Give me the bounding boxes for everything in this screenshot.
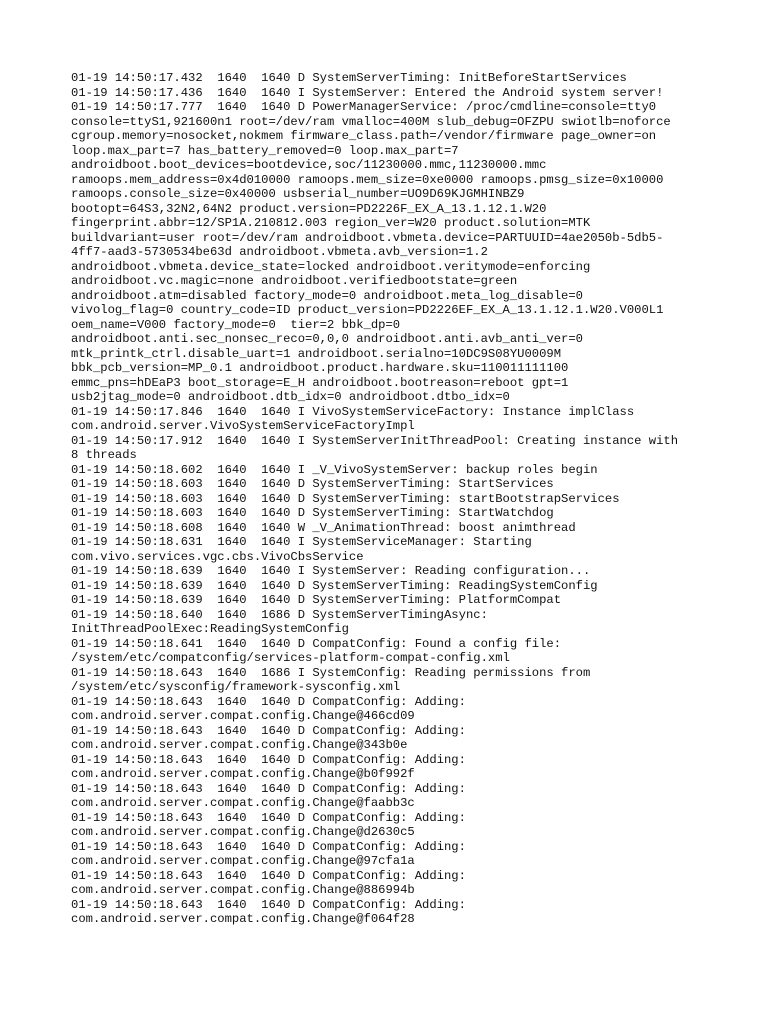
- log-line: 01-19 14:50:18.639 1640 1640 D SystemServerTiming: PlatformCompat: [71, 593, 562, 607]
- log-line: /system/etc/sysconfig/framework-sysconfig.xml: [71, 680, 401, 694]
- log-line: loop.max_part=7 has_battery_removed=0 loop.max_part=7: [71, 143, 459, 158]
- log-line: com.vivo.services.vgc.cbs.VivoCbsService: [71, 549, 364, 564]
- log-line: 01-19 14:50:17.432 1640 1640 D SystemServerTiming: InitBeforeStartServices: [71, 71, 627, 85]
- log-line: com.android.server.compat.config.Change@343b0e: [71, 738, 408, 752]
- log-line: 01-19 14:50:18.608 1640 1640 W _V_AnimationThread: boost animthread: [71, 520, 576, 535]
- log-line: 01-19 14:50:18.643 1640 1640 D CompatConfig: Adding:: [71, 752, 466, 767]
- log-line: buildvariant=user root=/dev/ram androidboot.vbmeta.device=PARTUUID=4ae2050b-5db5-: [71, 230, 664, 245]
- log-line: 01-19 14:50:18.641 1640 1640 D CompatConfig: Found a config file:: [71, 636, 562, 651]
- log-line: 01-19 14:50:18.603 1640 1640 D SystemServerTiming: startBootstrapServices: [71, 491, 620, 506]
- log-line: 01-19 14:50:18.643 1640 1640 D CompatConfig: Adding:: [71, 868, 466, 883]
- log-line: 01-19 14:50:18.643 1640 1640 D CompatConfig: Adding:: [71, 839, 466, 854]
- log-line: com.android.server.compat.config.Change@97cfa1a: [71, 854, 415, 868]
- log-line: ramoops.mem_address=0x4d010000 ramoops.mem_size=0xe0000 ramoops.pmsg_size=0x10000: [71, 172, 664, 187]
- log-line: 4ff7-aad3-5730534be63d androidboot.vbmeta.avb_version=1.2: [71, 245, 488, 259]
- log-line: usb2jtag_mode=0 androidboot.dtb_idx=0 androidboot.dtbo_idx=0: [71, 390, 510, 404]
- log-document: [71, 71, 711, 927]
- log-line: mtk_printk_ctrl.disable_uart=1 androidboot.serialno=10DC9S08YU0009M: [71, 346, 562, 361]
- log-line: fingerprint.abbr=12/SP1A.210812.003 region_ver=W20 product.solution=MTK: [71, 216, 591, 230]
- log-line: oem_name=V000 factory_mode=0 tier=2 bbk_dp=0: [71, 317, 401, 332]
- log-line: com.android.server.compat.config.Change@f064f28: [71, 912, 415, 926]
- log-line: androidboot.anti.sec_nonsec_reco=0,0,0 androidboot.anti.avb_anti_ver=0: [71, 332, 583, 346]
- log-line: 01-19 14:50:18.603 1640 1640 D SystemServerTiming: StartWatchdog: [71, 506, 554, 520]
- log-line: androidboot.vc.magic=none androidboot.verifiedbootstate=green: [71, 274, 518, 288]
- log-line: console=ttyS1,921600n1 root=/dev/ram vmalloc=400M slub_debug=OFZPU swiotlb=noforce: [71, 114, 671, 129]
- log-line: bbk_pcb_version=MP_0.1 androidboot.product.hardware.sku=110011111100: [71, 361, 569, 375]
- log-line: 01-19 14:50:18.643 1640 1640 D CompatConfig: Adding:: [71, 810, 466, 825]
- log-line: 01-19 14:50:18.639 1640 1640 I SystemServer: Reading configuration...: [71, 564, 591, 578]
- log-line: 01-19 14:50:18.643 1640 1640 D CompatConfig: Adding:: [71, 781, 466, 796]
- log-line: 01-19 14:50:17.912 1640 1640 I SystemServerInitThreadPool: Creating instance with: [71, 433, 679, 448]
- log-line: bootopt=64S3,32N2,64N2 product.version=PD2226F_EX_A_13.1.12.1.W20: [71, 201, 547, 216]
- log-line: com.android.server.compat.config.Change@886994b: [71, 883, 415, 897]
- log-line: cgroup.memory=nosocket,nokmem firmware_class.path=/vendor/firmware page_owner=on: [71, 129, 657, 143]
- log-line: /system/etc/compatconfig/services-platform-compat-config.xml: [71, 651, 510, 665]
- log-line: 01-19 14:50:18.639 1640 1640 D SystemServerTiming: ReadingSystemConfig: [71, 578, 598, 593]
- log-line: emmc_pns=hDEaP3 boot_storage=E_H androidboot.bootreason=reboot gpt=1: [71, 375, 569, 390]
- log-line: com.android.server.VivoSystemServiceFactoryImpl: [71, 419, 415, 433]
- log-line: 01-19 14:50:17.846 1640 1640 I VivoSystemServiceFactory: Instance implClass: [71, 404, 635, 419]
- log-line: 01-19 14:50:17.777 1640 1640 D PowerManagerService: /proc/cmdline=console=tty0: [71, 100, 657, 114]
- log-line: 01-19 14:50:18.602 1640 1640 I _V_VivoSystemServer: backup roles begin: [71, 462, 598, 477]
- log-line: 01-19 14:50:18.631 1640 1640 I SystemServiceManager: Starting: [71, 535, 532, 549]
- log-line: 8 threads: [71, 448, 137, 462]
- log-line: 01-19 14:50:18.643 1640 1640 D CompatConfig: Adding:: [71, 723, 466, 738]
- log-line: androidboot.vbmeta.device_state=locked androidboot.veritymode=enforcing: [71, 259, 591, 274]
- log-line: ramoops.console_size=0x40000 usbserial_number=UO9D69KJGMHINBZ9: [71, 187, 525, 201]
- log-line: 01-19 14:50:17.436 1640 1640 I SystemServer: Entered the Android system server!: [71, 85, 664, 100]
- log-line: androidboot.boot_devices=bootdevice,soc/11230000.mmc,11230000.mmc: [71, 158, 547, 172]
- log-line: 01-19 14:50:18.640 1640 1686 D SystemServerTimingAsync:: [71, 607, 488, 622]
- log-line: 01-19 14:50:18.603 1640 1640 D SystemServerTiming: StartServices: [71, 477, 554, 491]
- log-line: com.android.server.compat.config.Change@b0f992f: [71, 767, 415, 781]
- log-line: vivolog_flag=0 country_code=ID product_version=PD2226EF_EX_A_13.1.12.1.W20.V000L1: [71, 303, 664, 317]
- log-line: 01-19 14:50:18.643 1640 1686 I SystemConfig: Reading permissions from: [71, 665, 591, 680]
- log-line: com.android.server.compat.config.Change@d2630c5: [71, 825, 415, 839]
- log-line: 01-19 14:50:18.643 1640 1640 D CompatConfig: Adding:: [71, 694, 466, 709]
- log-line: com.android.server.compat.config.Change@faabb3c: [71, 796, 415, 810]
- log-line: androidboot.atm=disabled factory_mode=0 androidboot.meta_log_disable=0: [71, 288, 583, 303]
- log-line: InitThreadPoolExec:ReadingSystemConfig: [71, 622, 349, 636]
- log-line: 01-19 14:50:18.643 1640 1640 D CompatConfig: Adding:: [71, 897, 466, 912]
- log-line: com.android.server.compat.config.Change@466cd09: [71, 709, 415, 723]
